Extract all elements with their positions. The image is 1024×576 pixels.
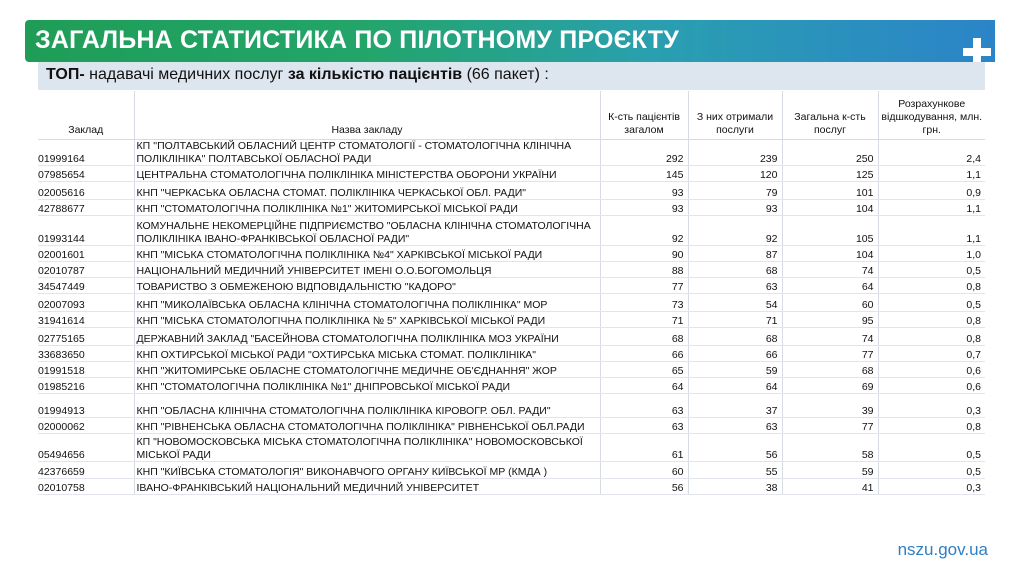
cell-services: 77 [782, 346, 878, 362]
table-row [38, 378, 985, 394]
cell-services: 74 [782, 328, 878, 346]
cell-services: 101 [782, 182, 878, 200]
cell-served: 64 [688, 378, 782, 394]
header-name: Назва закладу [134, 91, 600, 140]
cell-served: 92 [688, 216, 782, 246]
cell-code: 02775165 [38, 328, 134, 346]
cell-name: ТОВАРИСТВО З ОБМЕЖЕНОЮ ВІДПОВІДАЛЬНІСТЮ "КАДОРО" [134, 278, 600, 294]
cell-patients: 93 [600, 182, 688, 200]
cell-patients: 63 [600, 418, 688, 434]
caption-emphasis: за кількістю пацієнтів [287, 66, 463, 83]
header-code: Заклад [38, 91, 134, 140]
table-row [38, 394, 985, 418]
cell-patients: 63 [600, 394, 688, 418]
cell-code: 34547449 [38, 278, 134, 294]
cell-services: 77 [782, 418, 878, 434]
cell-served: 239 [688, 140, 782, 166]
cell-patients: 65 [600, 362, 688, 378]
header-amount: Розрахункове відшкодування, млн. грн. [878, 91, 985, 140]
cell-services: 125 [782, 166, 878, 182]
cell-name: КНП "ЧЕРКАСЬКА ОБЛАСНА СТОМАТ. ПОЛІКЛІНІКА ЧЕРКАСЬКОЇ ОБЛ. РАДИ" [134, 182, 600, 200]
cell-amount: 0,5 [878, 294, 985, 312]
cell-code: 02001601 [38, 246, 134, 262]
cell-amount: 0,5 [878, 434, 985, 462]
cell-served: 54 [688, 294, 782, 312]
cell-amount: 0,9 [878, 182, 985, 200]
cell-served: 66 [688, 346, 782, 362]
caption-text: надавачі медичних послуг [84, 66, 288, 83]
cell-code: 02010787 [38, 262, 134, 278]
cell-patients: 77 [600, 278, 688, 294]
cell-name: КНП "РІВНЕНСЬКА ОБЛАСНА СТОМАТОЛОГІЧНА ПОЛІКЛІНІКА" РІВНЕНСЬКОЇ ОБЛ.РАДИ [134, 418, 600, 434]
cell-served: 38 [688, 479, 782, 495]
cell-services: 105 [782, 216, 878, 246]
cell-code: 42376659 [38, 462, 134, 479]
cell-patients: 61 [600, 434, 688, 462]
cell-services: 60 [782, 294, 878, 312]
cell-patients: 71 [600, 312, 688, 328]
cell-name: КНП "СТОМАТОЛОГІЧНА ПОЛІКЛІНІКА №1" ЖИТОМИРСЬКОЇ МІСЬКОЇ РАДИ [134, 200, 600, 216]
cell-amount: 0,8 [878, 418, 985, 434]
cell-services: 59 [782, 462, 878, 479]
caption-prefix: ТОП- [46, 66, 85, 83]
cell-code: 07985654 [38, 166, 134, 182]
table-row [38, 216, 985, 246]
table-body [38, 140, 985, 495]
cell-amount: 0,3 [878, 394, 985, 418]
site-link[interactable]: nszu.gov.ua [897, 540, 988, 559]
cell-served: 93 [688, 200, 782, 216]
cell-services: 250 [782, 140, 878, 166]
cell-name: КП ''ПОЛТАВСЬКИЙ ОБЛАСНИЙ ЦЕНТР СТОМАТОЛОГІЇ - СТОМАТОЛОГІЧНА КЛІНІЧНА ПОЛІКЛІНІКА'' ПОЛТАВСЬКОЇ ОБЛАСНОЇ РАДИ [134, 140, 600, 166]
page-title: ЗАГАЛЬНА СТАТИСТИКА ПО ПІЛОТНОМУ ПРОЄКТУ [35, 26, 679, 54]
cell-served: 63 [688, 278, 782, 294]
cell-patients: 93 [600, 200, 688, 216]
cell-amount: 0,5 [878, 462, 985, 479]
cell-name: КОМУНАЛЬНЕ НЕКОМЕРЦІЙНЕ ПІДПРИЄМСТВО "ОБЛАСНА КЛІНІЧНА СТОМАТОЛОГІЧНА ПОЛІКЛІНІКА ІВАНО-ФРАНКІВСЬКОЇ ОБЛАСНОЇ РАДИ" [134, 216, 600, 246]
table-row [38, 434, 985, 462]
cell-services: 41 [782, 479, 878, 495]
cell-served: 68 [688, 328, 782, 346]
table-row [38, 262, 985, 278]
cell-patients: 73 [600, 294, 688, 312]
table-row [38, 166, 985, 182]
cell-served: 120 [688, 166, 782, 182]
cell-served: 59 [688, 362, 782, 378]
header-patients: К-сть пацієнтів загалом [600, 91, 688, 140]
cell-amount: 1,0 [878, 246, 985, 262]
cell-code: 02010758 [38, 479, 134, 495]
cell-code: 01994913 [38, 394, 134, 418]
cell-served: 63 [688, 418, 782, 434]
table-row [38, 200, 985, 216]
table-caption [38, 62, 985, 90]
cell-amount: 0,3 [878, 479, 985, 495]
cell-name: НАЦІОНАЛЬНИЙ МЕДИЧНИЙ УНІВЕРСИТЕТ ІМЕНІ О.О.БОГОМОЛЬЦЯ [134, 262, 600, 278]
cell-patients: 145 [600, 166, 688, 182]
cell-name: КНП "ОБЛАСНА КЛІНІЧНА СТОМАТОЛОГІЧНА ПОЛІКЛІНІКА КІРОВОГР. ОБЛ. РАДИ" [134, 394, 600, 418]
cell-served: 71 [688, 312, 782, 328]
cell-services: 68 [782, 362, 878, 378]
cell-amount: 0,7 [878, 346, 985, 362]
table-row [38, 346, 985, 362]
cell-patients: 90 [600, 246, 688, 262]
cell-amount: 0,5 [878, 262, 985, 278]
cell-name: КНП "МІСЬКА СТОМАТОЛОГІЧНА ПОЛІКЛІНІКА № 5" ХАРКІВСЬКОЇ МІСЬКОЇ РАДИ [134, 312, 600, 328]
cell-amount: 1,1 [878, 216, 985, 246]
cell-patients: 68 [600, 328, 688, 346]
cell-name: КП "НОВОМОСКОВСЬКА МІСЬКА СТОМАТОЛОГІЧНА ПОЛІКЛІНІКА" НОВОМОСКОВСЬКОЇ МІСЬКОЇ РАДИ [134, 434, 600, 462]
cell-services: 74 [782, 262, 878, 278]
cell-code: 31941614 [38, 312, 134, 328]
cell-services: 95 [782, 312, 878, 328]
table-row [38, 294, 985, 312]
cell-amount: 2,4 [878, 140, 985, 166]
table-row [38, 312, 985, 328]
cell-code: 01993144 [38, 216, 134, 246]
table-row [38, 462, 985, 479]
cell-code: 02000062 [38, 418, 134, 434]
cell-amount: 0,6 [878, 362, 985, 378]
cell-code: 02007093 [38, 294, 134, 312]
table-row [38, 278, 985, 294]
table-row [38, 246, 985, 262]
cell-code: 01991518 [38, 362, 134, 378]
cell-served: 37 [688, 394, 782, 418]
cell-services: 64 [782, 278, 878, 294]
table-header-row [38, 91, 985, 140]
cell-patients: 292 [600, 140, 688, 166]
table-row [38, 328, 985, 346]
cell-served: 56 [688, 434, 782, 462]
cell-name: КНП "ЖИТОМИРСЬКЕ ОБЛАСНЕ СТОМАТОЛОГІЧНЕ МЕДИЧНЕ ОБ'ЄДНАННЯ" ЖОР [134, 362, 600, 378]
cell-patients: 56 [600, 479, 688, 495]
table-row [38, 362, 985, 378]
cell-code: 33683650 [38, 346, 134, 362]
cell-patients: 88 [600, 262, 688, 278]
table-row [38, 140, 985, 166]
cell-served: 55 [688, 462, 782, 479]
cell-code: 05494656 [38, 434, 134, 462]
cell-code: 01985216 [38, 378, 134, 394]
cell-code: 01999164 [38, 140, 134, 166]
cell-name: ІВАНО-ФРАНКІВСЬКИЙ НАЦІОНАЛЬНИЙ МЕДИЧНИЙ УНІВЕРСИТЕТ [134, 479, 600, 495]
table-row [38, 182, 985, 200]
cell-name: КНП "СТОМАТОЛОГІЧНА ПОЛІКЛІНІКА №1" ДНІПРОВСЬКОЇ МІСЬКОЇ РАДИ [134, 378, 600, 394]
cell-services: 69 [782, 378, 878, 394]
cell-amount: 0,6 [878, 378, 985, 394]
cell-services: 39 [782, 394, 878, 418]
cell-code: 42788677 [38, 200, 134, 216]
providers-table [38, 91, 985, 495]
cell-patients: 64 [600, 378, 688, 394]
cell-amount: 0,8 [878, 312, 985, 328]
caption-suffix: (66 пакет) : [462, 66, 549, 83]
table-row [38, 479, 985, 495]
cell-services: 104 [782, 246, 878, 262]
cell-amount: 0,8 [878, 278, 985, 294]
cell-name: ЦЕНТРАЛЬНА СТОМАТОЛОГІЧНА ПОЛІКЛІНІКА МІНІСТЕРСТВА ОБОРОНИ УКРАЇНИ [134, 166, 600, 182]
cell-services: 104 [782, 200, 878, 216]
table-row [38, 418, 985, 434]
cell-name: КНП "МІСЬКА СТОМАТОЛОГІЧНА ПОЛІКЛІНІКА №4" ХАРКІВСЬКОЇ МІСЬКОЇ РАДИ [134, 246, 600, 262]
cell-patients: 66 [600, 346, 688, 362]
cell-served: 87 [688, 246, 782, 262]
cell-services: 58 [782, 434, 878, 462]
cell-amount: 1,1 [878, 166, 985, 182]
cell-name: КНП "КИЇВСЬКА СТОМАТОЛОГІЯ" ВИКОНАВЧОГО ОРГАНУ КИЇВСЬКОЇ МР (КМДА ) [134, 462, 600, 479]
cell-served: 68 [688, 262, 782, 278]
cell-patients: 60 [600, 462, 688, 479]
cell-code: 02005616 [38, 182, 134, 200]
cell-served: 79 [688, 182, 782, 200]
header-served: З них отримали послуги [688, 91, 782, 140]
cell-patients: 92 [600, 216, 688, 246]
cell-name: ДЕРЖАВНИЙ ЗАКЛАД "БАСЕЙНОВА СТОМАТОЛОГІЧНА ПОЛІКЛІНІКА МОЗ УКРАЇНИ [134, 328, 600, 346]
cell-name: КНП ОХТИРСЬКОЇ МІСЬКОЇ РАДИ "ОХТИРСЬКА МІСЬКА СТОМАТ. ПОЛІКЛІНІКА" [134, 346, 600, 362]
cell-amount: 0,8 [878, 328, 985, 346]
header-services: Загальна к-сть послуг [782, 91, 878, 140]
title-banner [25, 20, 995, 62]
cell-amount: 1,1 [878, 200, 985, 216]
cell-name: КНП "МИКОЛАЇВСЬКА ОБЛАСНА КЛІНІЧНА СТОМАТОЛОГІЧНА ПОЛІКЛІНІКА" МОР [134, 294, 600, 312]
